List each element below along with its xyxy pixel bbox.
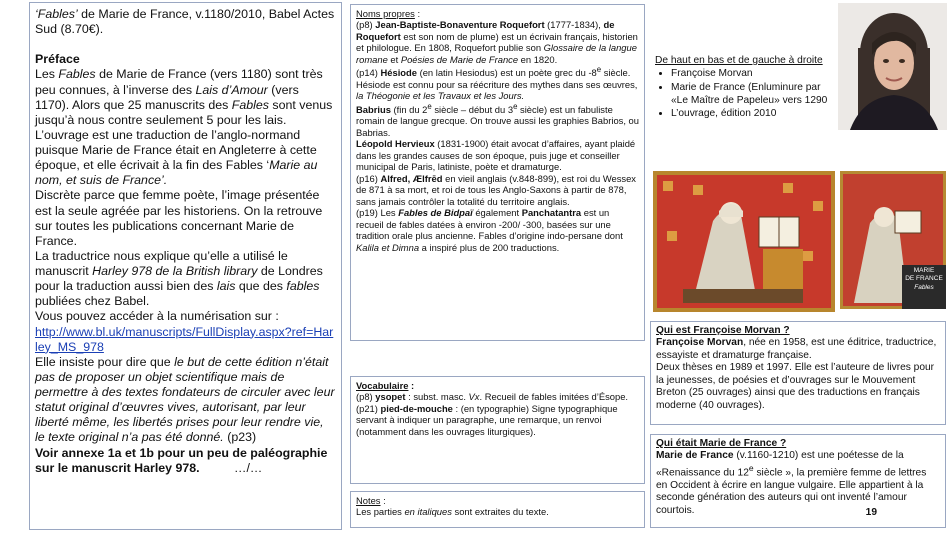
entry-roquefort: (p8) Jean-Baptiste-Bonaventure Roquefort (1777-1834), de Roquefort est son nom de plume) est un écrivain français, historien et philologue. En 1808, Roquefort publie son Glossaire de la langue romane et Poésies de Marie de France en 1820. [356,19,638,65]
annex-note: Voir annexe 1a et 1b pour un peu de paléographie sur le manuscrit Harley 978. …/… [35,445,328,475]
caption-title: De haut en bas et de gauche à droite [655,55,823,66]
entry-bidpai: (p19) Les Fables de Bidpaï également Panchatantra est un recueil de fables datées à environ -200/ -300, basées sur une tradition orale plus ancienne. Fables d’origine indo-persane dont Kalila et Dimna a inspiré plus de 200 traductions. [356,207,623,253]
preface-heading: Préface [35,52,80,67]
book-title: ‘Fables’ [35,7,78,21]
vocab-pied-de-mouche: (p21) pied-de-mouche : (en typographie) Signe typographique servant à indiquer un paragraphe, une remarque, un renvoi (notamment dans les ouvrages liturgiques). [356,402,618,437]
manuscript-link[interactable]: http://www.bl.uk/manuscripts/FullDisplay.aspx?ref=Harley_MS_978 [35,324,334,354]
marie-de-france-bio: Marie de France (v.1160-1210) est une poétesse de la «Renaissance du 12e siècle », la première femme de lettres en Occident à écrire en langue vulgaire. Elle appartient à la seconde génération des auteurs qui ont inventé l’amour courtois. [656,450,927,516]
preface-paragraph-3: La traductrice nous explique qu’elle a utilisé le manuscrit Harley 978 de la British library de Londres pour la traduction aussi bien des lais que des fables publiées chez Babel. [35,248,323,309]
proper-names-box [350,4,645,341]
preface-column [29,2,342,530]
preface-paragraph-4: Vous pouvez accéder à la numérisation sur : [35,309,279,324]
caption-item: • Marie de France (Enluminure par «Le Maître de Papeleu» vers 1290 [671,81,835,108]
preface-paragraph-2: Discrète parce que femme poète, l’image présentée est la seule agréée par les historiens. On la retrouve sur toutes les publications concernant Marie de France. [35,188,323,248]
page-number: 19 [865,506,877,518]
vocabulary-heading: Vocabulaire : [356,380,415,391]
book-reference [35,7,336,37]
book-details: de Marie de France, v.1180/2010, Babel Actes Sud (8.70€). [35,7,335,37]
vocab-ysopet: (p8) ysopet : subst. masc. Vx. Recueil de fables imitées d’Ésope. [356,391,629,403]
entry-babrius: Babrius (fin du 2e siècle – début du 3e siècle) est un fabuliste romain de langue grecque. On trouve aussi les graphies Babrios, ou Babrias. [356,101,639,138]
portrait-photo [838,3,947,130]
caption-item: • L’ouvrage, édition 2010 [671,107,835,120]
image-caption [655,54,835,120]
francoise-morvan-heading: Qui est Françoise Morvan ? [656,325,790,336]
preface-paragraph-1: Les Fables de Marie de France (vers 1180) sont très peu connues, à l’inverse des Lais d’Amour (vers 1170). Alors que 25 manuscrits des Fables sont venus jusqu’à nous contre seulement 5 pour les lais. L’ouvrage est une traduction de l’anglo-normand puisque Marie de France était en Angleterre à cette époque, et elle écrivait à la fin des Fables ‘Marie au nom, et suis de France’. [35,67,333,188]
notes-box [350,491,645,528]
proper-names-heading: Noms propres : [356,8,421,19]
cover-subtitle: Fables [914,283,934,291]
francoise-morvan-bio: Françoise Morvan, née en 1958, est une éditrice, traductrice, essayiste et dramaturge française. [656,337,937,361]
marie-de-france-box [650,434,946,528]
entry-hesiode: (p14) Hésiode (en latin Hesiodus) est un poète grec du -8e siècle. Hésiode est connu pour sa réécriture des mythes dans ses œuvres, la Théogonie et les Travaux et les Jours. [356,65,638,102]
francoise-morvan-box [650,321,946,425]
entry-alfred: (p16) Alfred, Ælfrēd en vieil anglais (v.848-899), est roi du Wessex de 871 à sa mort, et roi de tous les Anglo-Saxons à partir de 878, sans jamais contrôler la totalité du territoire anglais. [356,172,636,207]
book-cover [840,171,946,309]
preface-paragraph-5: Elle insiste pour dire que le but de cette édition n’était pas de proposer un objet scientifique mais de permettre à des textes fondateurs de circuler avec leur statut original d’œuvres vives, autorisant, par leur liberté même, les libertés prises pour leur rendre vie, le texte original n’a pas été donné. (p23) [35,354,335,445]
caption-list [655,67,835,120]
caption-item: • Françoise Morvan [671,67,835,80]
marie-de-france-heading: Qui était Marie de France ? [656,438,787,449]
vocabulary-box [350,376,645,484]
notes-text: Les parties en italiques sont extraites du texte. [356,506,549,518]
marie-de-france-illumination [653,171,835,312]
entry-hervieux: Léopold Hervieux (1831-1900) était avocat d’affaires, ayant plaidé dans les grandes causes de son époque, puis juge et conseiller municipal de Paris, latiniste, poète et dramaturge. [356,138,636,173]
notes-heading: Notes : [356,495,386,506]
francoise-morvan-bio-2: Deux thèses en 1989 et 1997. Elle est l’auteure de livres pour la jeunesses, de poésies et d’ouvrages sur le Mouvement Breton (25 ouvrages) ainsi que des traductions en français moderne (40 ouvrages). [656,362,935,411]
cover-title-1: MARIE [913,267,935,274]
cover-title-2: DE FRANCE [905,275,943,283]
